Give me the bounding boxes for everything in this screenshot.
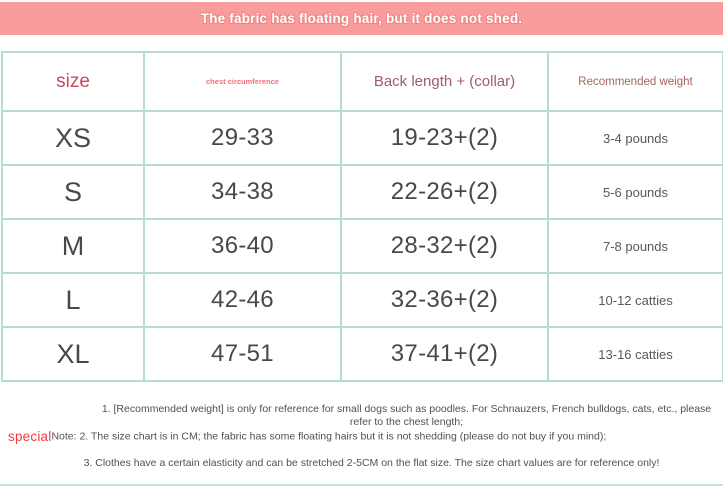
table-row-s	[2, 165, 723, 219]
note-2-text: Note: 2. The size chart is in CM; the fabric has some floating hairs but it is not shedding (please do not buy if you mind);	[51, 430, 607, 443]
chest-cell: 42-46	[144, 273, 341, 327]
note-2	[8, 430, 719, 444]
chest-cell: 34-38	[144, 165, 341, 219]
weight-cell: 5-6 pounds	[548, 165, 723, 219]
size-cell: M	[2, 219, 144, 273]
special-label: special	[8, 429, 52, 444]
chest-cell: 47-51	[144, 327, 341, 381]
table-row-l	[2, 273, 723, 327]
note-3: 3. Clothes have a certain elasticity and can be stretched 2-5CM on the flat size. The size chart values are for reference only!	[83, 457, 660, 469]
col-header-recommended-weight: Recommended weight	[548, 52, 723, 111]
back-length-cell: 19-23+(2)	[341, 111, 548, 165]
table-row-xl	[2, 327, 723, 381]
size-cell: XL	[2, 327, 144, 381]
size-cell: L	[2, 273, 144, 327]
top-banner	[0, 2, 723, 35]
chest-cell: 36-40	[144, 219, 341, 273]
col-header-back-length: Back length + (collar)	[341, 52, 548, 111]
table-header-row	[2, 52, 723, 111]
weight-cell: 7-8 pounds	[548, 219, 723, 273]
table-row-m	[2, 219, 723, 273]
size-chart-table	[1, 51, 723, 382]
back-length-cell: 37-41+(2)	[341, 327, 548, 381]
weight-cell: 10-12 catties	[548, 273, 723, 327]
back-length-cell: 32-36+(2)	[341, 273, 548, 327]
col-header-chest-circumference: chest circumference	[144, 52, 341, 111]
size-cell: XS	[2, 111, 144, 165]
note-1: 1. [Recommended weight] is only for reference for small dogs such as poodles. For Schnauzers, French bulldogs, cats, etc., please refer to the chest length;	[101, 403, 712, 428]
size-cell: S	[2, 165, 144, 219]
banner-text: The fabric has floating hair, but it does not shed.	[200, 11, 523, 26]
back-length-cell: 22-26+(2)	[341, 165, 548, 219]
chest-cell: 29-33	[144, 111, 341, 165]
col-header-size: size	[2, 52, 144, 111]
weight-cell: 13-16 catties	[548, 327, 723, 381]
table-row-xs	[2, 111, 723, 165]
bottom-divider	[0, 484, 723, 486]
back-length-cell: 28-32+(2)	[341, 219, 548, 273]
weight-cell: 3-4 pounds	[548, 111, 723, 165]
